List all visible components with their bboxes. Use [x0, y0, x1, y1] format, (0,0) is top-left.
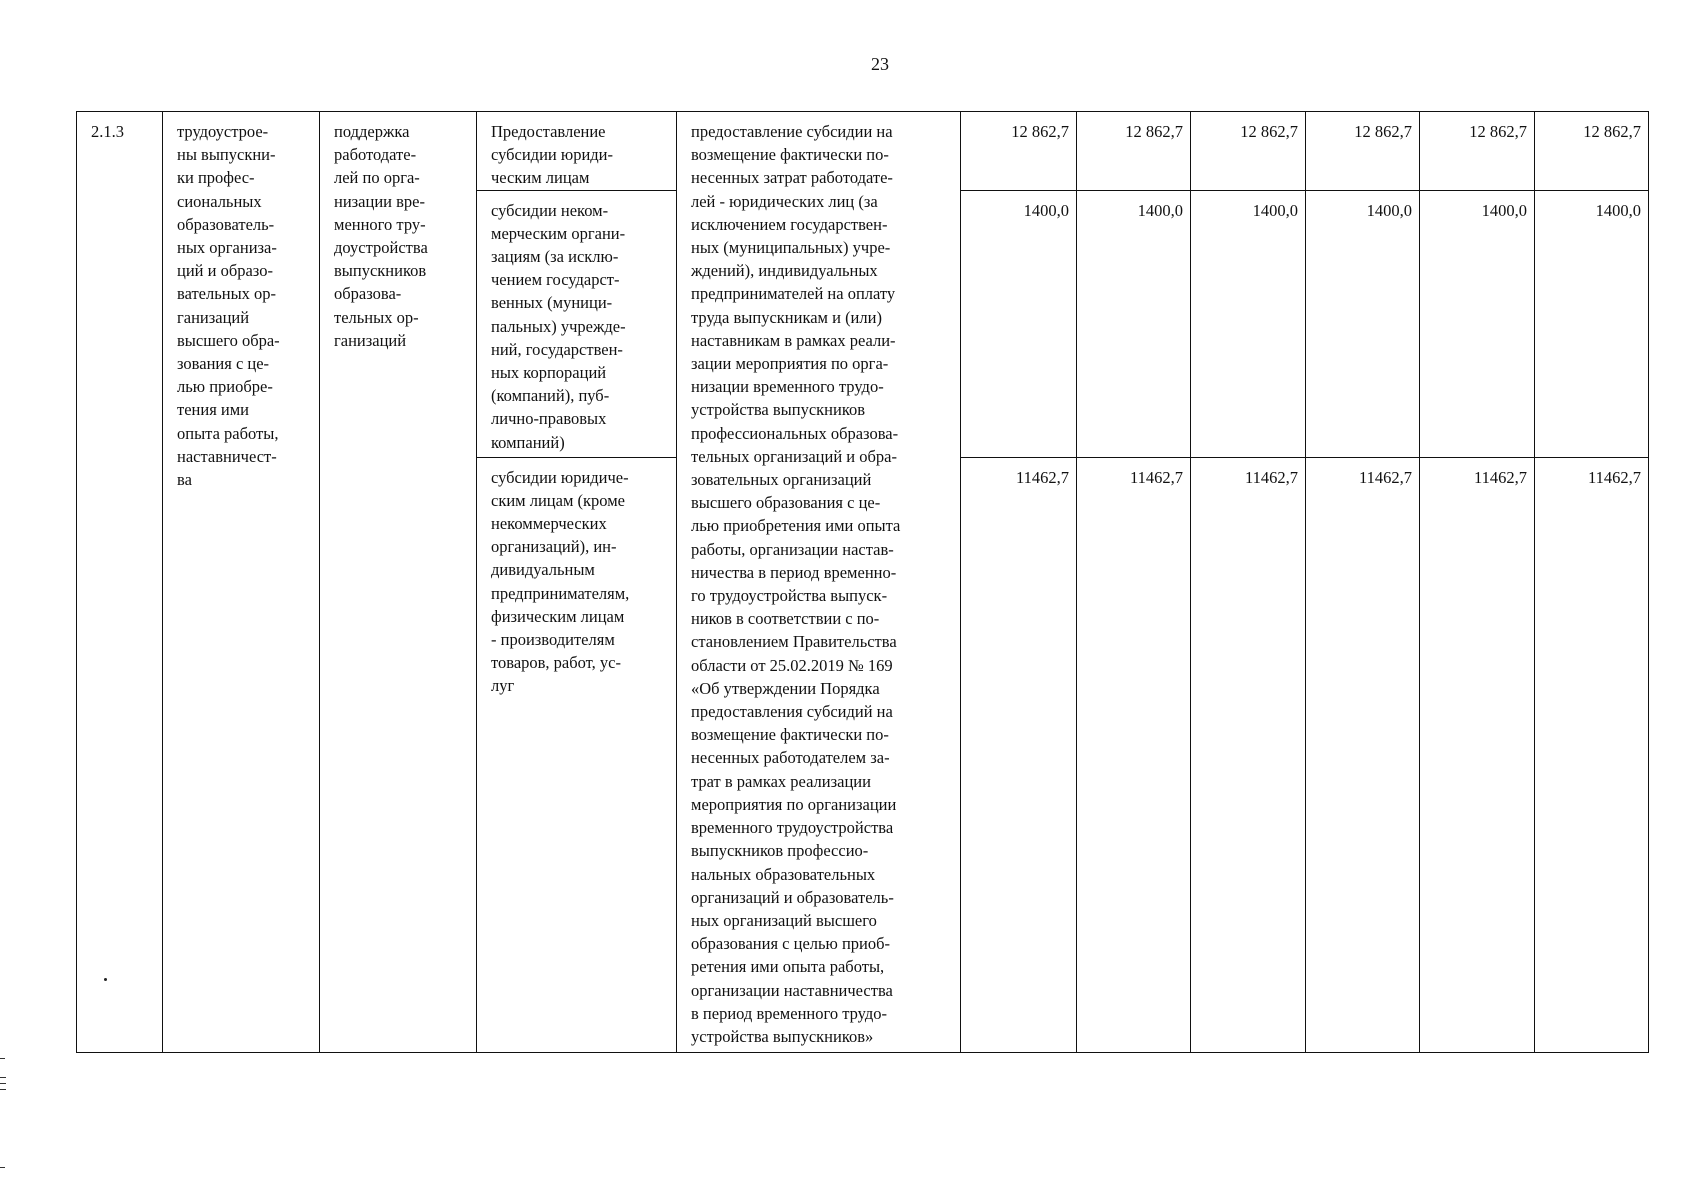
- amount-cell: 12 862,7: [1191, 112, 1306, 191]
- row-name: трудоустрое- ны выпускни- ки профес- сиональных образователь- ных организа- ций и образо- вательных ор- ганизаций высшего обра- зования с це- лью приобре- тения ими опыта работы, наставничест- ва: [163, 112, 320, 1053]
- amount-cell: 12 862,7: [961, 112, 1077, 191]
- amount-cell: 12 862,7: [1306, 112, 1420, 191]
- amount-cell: 11462,7: [961, 457, 1077, 1052]
- row-description: предоставление субсидии на возмещение фактически по- несенных затрат работодате- лей - юридических лиц (за исключением государствен- ных (муниципальных) учре- ждений), индивидуальных предпринимателей на оплату труда выпускникам и (или) наставникам в рамках реали- зации мероприятия по орга- низации временного трудо- устройства выпускников профессиональных образова- тельных организаций и обра- зовательных организаций высшего образования с це- лью приобретения ими опыта работы, организации настав- ничества в период временно- го трудоустройства выпуск- ников в соответствии с по- становлением Правительства области от 25.02.2019 № 169 «Об утверждении Порядка предоставления субсидий на возмещение фактически по- несенных работодателем за- трат в рамках реализации мероприятия по организации временного трудоустройства выпускников профессио- нальных образовательных организаций и образователь- ных организаций высшего образования с целью приоб- ретения ими опыта работы, организации наставничества в период временного трудо- устройства выпускников»: [677, 112, 961, 1053]
- page-number: 23: [871, 54, 889, 74]
- amount-cell: 1400,0: [1306, 190, 1420, 457]
- subrow-label: Предоставление субсидии юриди- ческим лицам: [477, 112, 677, 191]
- amount-cell: 1400,0: [1420, 190, 1535, 457]
- amount-cell: 1400,0: [1535, 190, 1649, 457]
- program-table: [76, 111, 1649, 1053]
- margin-tick: [0, 1083, 6, 1084]
- amount-cell: 1400,0: [961, 190, 1077, 457]
- subrow-label: субсидии юридиче- ским лицам (кроме некоммерческих организаций), ин- дивидуальным предпринимателям, физическим лицам - производителям товаров, работ, ус- луг: [477, 457, 677, 1052]
- amount-cell: 12 862,7: [1420, 112, 1535, 191]
- amount-cell: 12 862,7: [1077, 112, 1191, 191]
- amount-cell: 11462,7: [1306, 457, 1420, 1052]
- row-measure: поддержка работодате- лей по орга- низации вре- менного тру- доустройства выпускников образова- тельных ор- ганизаций: [320, 112, 477, 1053]
- amount-cell: 11462,7: [1077, 457, 1191, 1052]
- amount-cell: 11462,7: [1420, 457, 1535, 1052]
- table-row: [77, 112, 1649, 191]
- amount-cell: 1400,0: [1077, 190, 1191, 457]
- amount-cell: 11462,7: [1535, 457, 1649, 1052]
- amount-cell: 11462,7: [1191, 457, 1306, 1052]
- margin-tick: [0, 1167, 5, 1168]
- scan-speck: [104, 978, 107, 981]
- amount-cell: 1400,0: [1191, 190, 1306, 457]
- margin-tick: [0, 1077, 6, 1078]
- amount-cell: 12 862,7: [1535, 112, 1649, 191]
- margin-tick: [0, 1089, 6, 1090]
- margin-tick: [0, 1058, 5, 1059]
- row-number: 2.1.3: [77, 112, 163, 1053]
- subrow-label: субсидии неком- мерческим органи- зациям (за исклю- чением государст- венных (муници- пальных) учрежде- ний, государствен- ных корпораций (компаний), пуб- лично-правовых компаний): [477, 190, 677, 457]
